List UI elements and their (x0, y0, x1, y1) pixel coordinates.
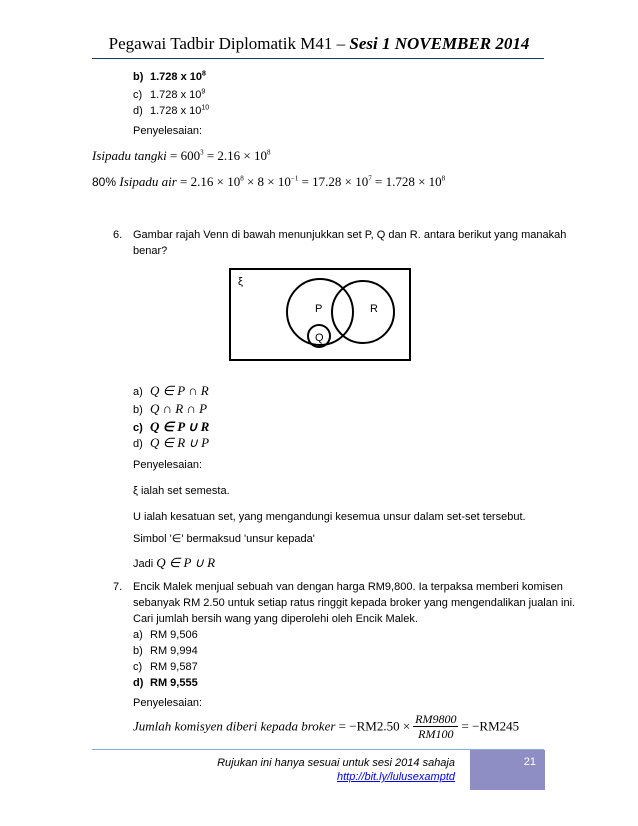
q7-line3: Cari jumlah bersih wang yang diperolehi oleh Encik Malek. (133, 613, 418, 625)
q7-line1: Encik Malek menjual sebuah van dengan harga RM9,800. Ia terpaksa memberi komisen (133, 581, 563, 593)
q6-solution-line4: Jadi Q ∈ P ∪ R (133, 555, 216, 570)
q6-solution-line3: Simbol '∈' bermaksud 'unsur kepada' (133, 533, 315, 545)
q5-option-b: b) 1.728 x $10^8$ (133, 70, 206, 83)
q7-fraction: $\frac{RM9800}{RM100}$ (415, 712, 457, 741)
q5-option-d: d) 1.728 x $10^{10}$ (133, 104, 210, 117)
q7-option-b: b) RM 9,994 (133, 645, 198, 657)
header-title: Pegawai Tadbir Diplomatik M41 – (108, 34, 350, 53)
q5-equation-2: 80% Isipadu air = $2.16 \times 10^8 \times 8 \times 10^{-1} = 17.28 \times 10^7 = 1.728 \times 10^8$ (92, 174, 446, 189)
q6-question-line2: benar? (133, 245, 168, 257)
q5-equation-1: Isipadu tangki = $600^3 = 2.16 \times 10^8$ (92, 148, 271, 163)
universal-label: ξ (238, 276, 243, 288)
q-label: Q (315, 332, 324, 344)
q6-option-c: c) Q ∈ P ∪ R (133, 419, 210, 434)
header-divider (92, 58, 544, 59)
footer-note (180, 756, 455, 784)
q5-option-c: c) 1.728 x $10^9$ (133, 88, 206, 101)
set-r-circle (332, 281, 394, 343)
q6-question-line1: Gambar rajah Venn di bawah menunjukkan set P, Q dan R. antara berikut yang manakah (133, 229, 567, 241)
q7-option-d: d) RM 9,555 (133, 677, 198, 689)
footer-text: Rujukan ini hanya sesuai untuk sesi 2014 sahaja (217, 757, 455, 769)
q6-option-a: a) Q ∈ P ∩ R (133, 383, 209, 398)
q7-option-c: c) RM 9,587 (133, 661, 198, 673)
q7-solution-label: Penyelesaian: (133, 697, 203, 709)
q6-number: 6. (113, 229, 123, 241)
footer-link[interactable]: http://bit.ly/lulusexamptd (336, 771, 455, 783)
p-label: P (315, 303, 323, 315)
page-number: 21 (523, 756, 536, 768)
venn-diagram (229, 268, 412, 362)
q6-option-b: b) Q ∩ R ∩ P (133, 401, 208, 416)
q5-solution-label: Penyelesaian: (133, 125, 203, 137)
q6-option-d: d) Q ∈ R ∪ P (133, 435, 210, 450)
page-header (0, 34, 638, 54)
q7-line2: sebanyak RM 2.50 untuk setiap ratus ringgit kepada broker yang mengendalikan jualan ini. (133, 597, 576, 609)
q6-solution-line1: ξ ialah set semesta. (133, 485, 230, 497)
q6-solution-line2: U ialah kesatuan set, yang mengandungi kesemua unsur dalam set-set tersebut. (133, 511, 526, 523)
header-session: Sesi 1 NOVEMBER 2014 (349, 34, 530, 53)
q6-solution-label: Penyelesaian: (133, 459, 203, 471)
q7-number: 7. (113, 581, 123, 593)
r-label: R (370, 303, 378, 315)
q7-option-a: a) RM 9,506 (133, 629, 198, 641)
q7-equation: Jumlah komisyen diberi kepada broker = −RM2.50 × $\frac{RM9800}{RM100}$ = −RM245 (133, 712, 520, 741)
